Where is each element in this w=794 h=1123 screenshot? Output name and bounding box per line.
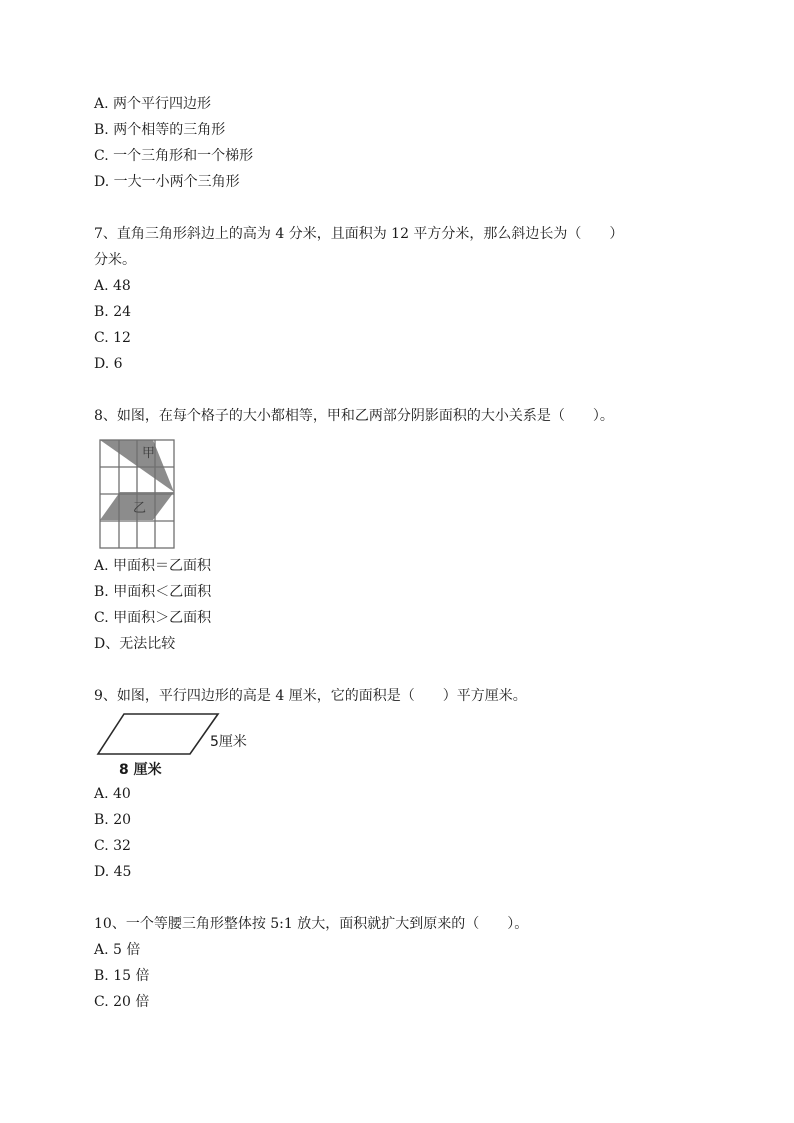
q8-grid-figure [98, 438, 180, 550]
q7-option-b[interactable]: B. 24 [94, 304, 132, 320]
label-jia: 甲 [142, 446, 156, 461]
parallelogram-shape [98, 714, 218, 754]
q7-stem-line1: 7、直角三角形斜边上的高为 4 分米，且面积为 12 平方分米，那么斜边长为（ ） [94, 226, 624, 242]
q10-stem: 10、一个等腰三角形整体按 5:1 放大，面积就扩大到原来的（ ）。 [94, 916, 529, 932]
q8-option-a[interactable]: A. 甲面积＝乙面积 [94, 558, 212, 574]
q9-option-a[interactable]: A. 40 [94, 786, 131, 802]
q10-option-a[interactable]: A. 5 倍 [94, 942, 141, 958]
q7-option-a[interactable]: A. 48 [94, 278, 131, 294]
side-label: 5厘米 [210, 734, 247, 750]
label-yi: 乙 [133, 501, 147, 516]
q8-stem: 8、如图，在每个格子的大小都相等，甲和乙两部分阴影面积的大小关系是（ ）。 [94, 408, 614, 424]
q9-option-d[interactable]: D. 45 [94, 864, 132, 880]
q8-option-b[interactable]: B. 甲面积＜乙面积 [94, 584, 212, 600]
q10-option-c[interactable]: C. 20 倍 [94, 994, 150, 1010]
q6-option-d[interactable]: D. 一大一小两个三角形 [94, 174, 240, 190]
base-label: 8 厘米 [119, 762, 162, 778]
q6-option-b[interactable]: B. 两个相等的三角形 [94, 122, 226, 138]
q7-stem-line2: 分米。 [94, 252, 136, 268]
q9-parallelogram-figure [94, 710, 264, 782]
q7-option-c[interactable]: C. 12 [94, 330, 131, 346]
q8-option-c[interactable]: C. 甲面积＞乙面积 [94, 610, 212, 626]
q9-option-b[interactable]: B. 20 [94, 812, 132, 828]
q6-option-c[interactable]: C. 一个三角形和一个梯形 [94, 148, 254, 164]
q6-option-a[interactable]: A. 两个平行四边形 [94, 96, 212, 112]
q8-option-d[interactable]: D、无法比较 [94, 636, 176, 652]
grid-lines [100, 440, 174, 548]
q10-option-b[interactable]: B. 15 倍 [94, 968, 150, 984]
q9-stem: 9、如图，平行四边形的高是 4 厘米，它的面积是（ ）平方厘米。 [94, 688, 527, 704]
q9-option-c[interactable]: C. 32 [94, 838, 131, 854]
q7-option-d[interactable]: D. 6 [94, 356, 123, 372]
